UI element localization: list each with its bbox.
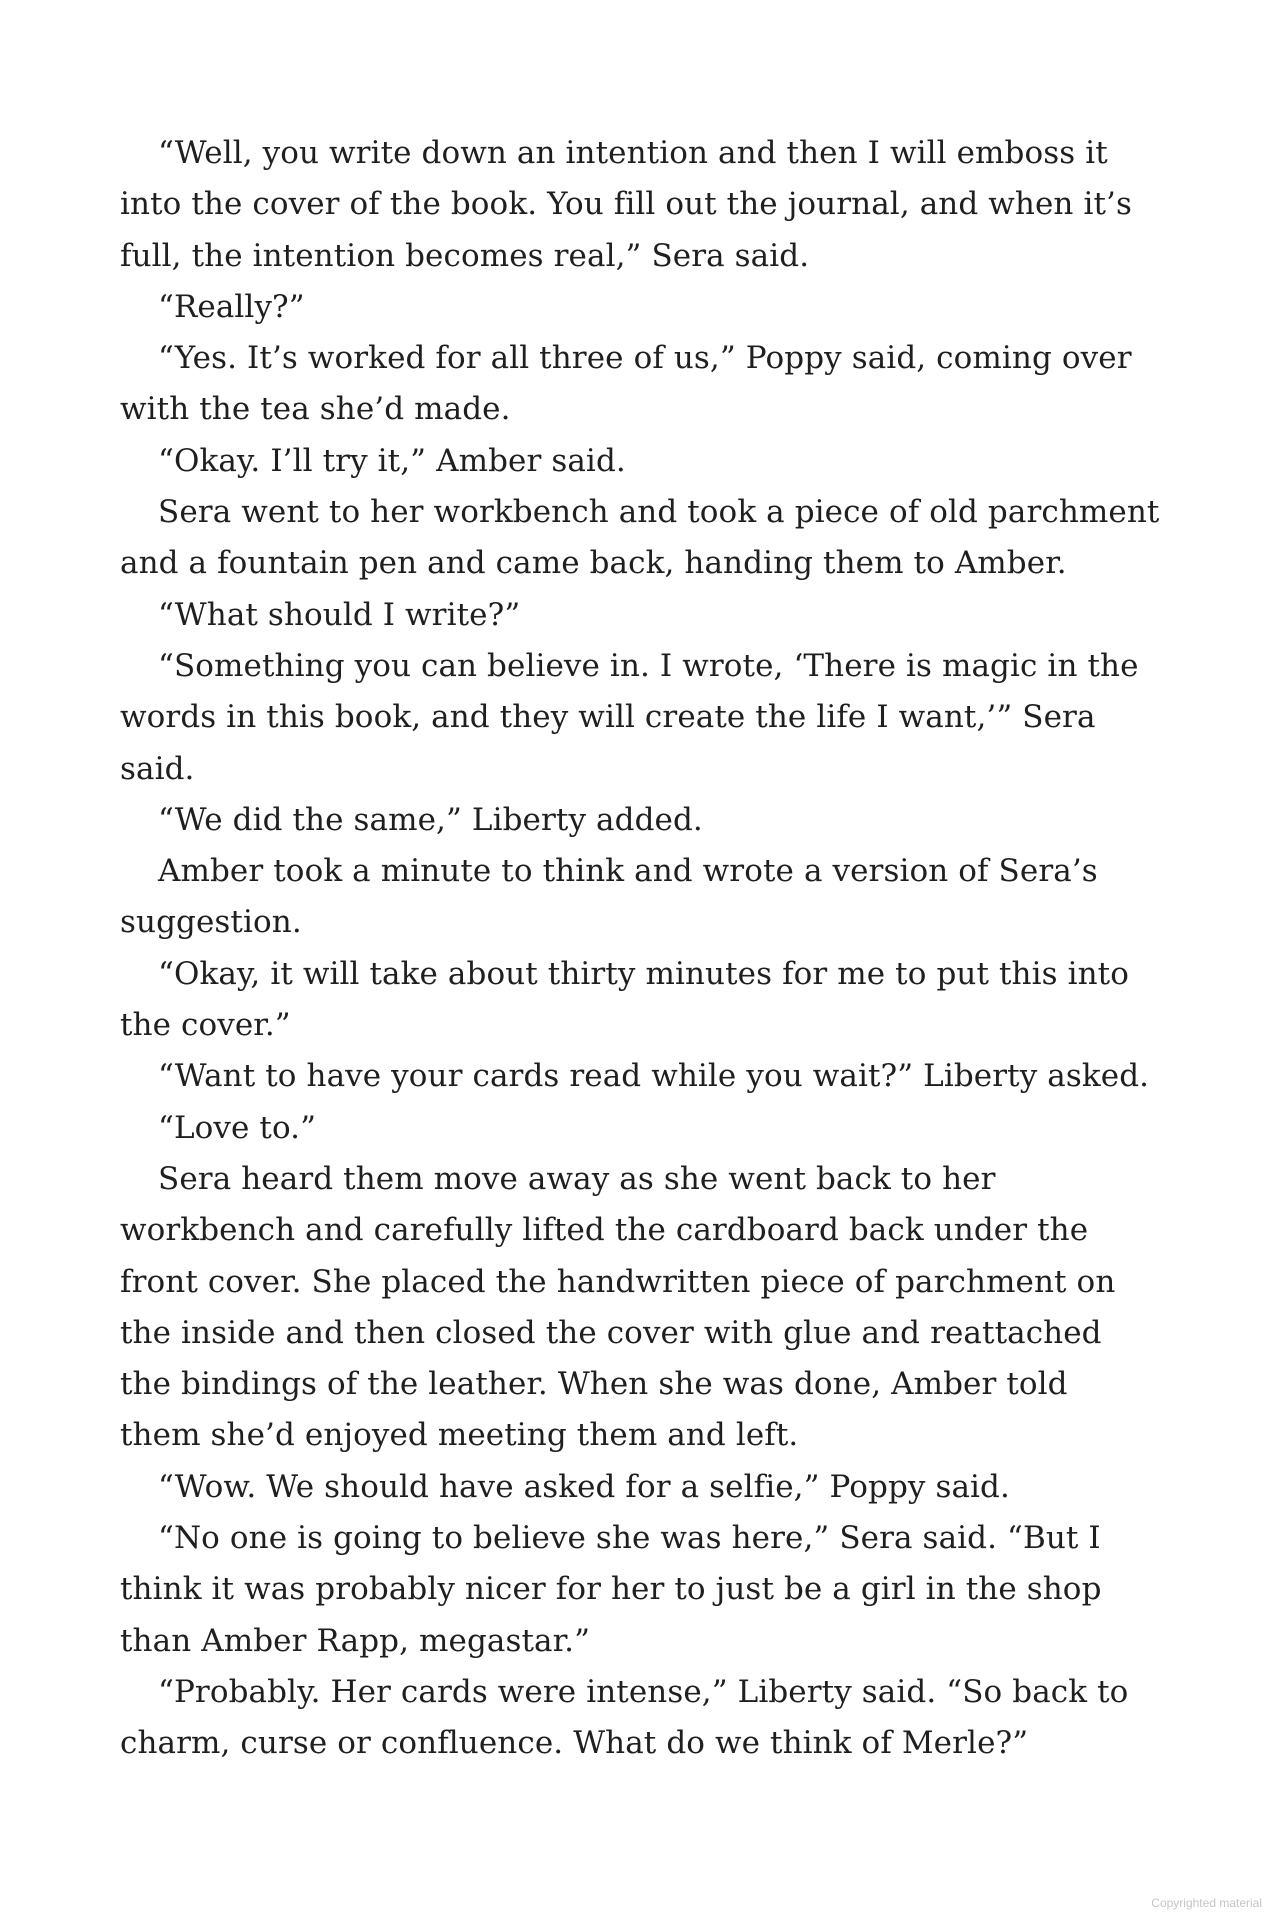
text-line: “We did the same,” Liberty added. <box>158 801 703 838</box>
text-line: charm, curse or confluence. What do we think of Merle?” <box>120 1725 1029 1762</box>
text-line: Sera went to her workbench and took a piece of old parchment <box>158 494 1160 531</box>
text-line: “Okay. I’ll try it,” Amber said. <box>158 442 626 479</box>
text-line: Amber took a minute to think and wrote a version of Sera’s <box>158 853 1098 890</box>
text-line: “Love to.” <box>158 1109 317 1146</box>
text-line: the cover.” <box>120 1007 291 1044</box>
text-line: suggestion. <box>120 904 302 941</box>
text-line: the inside and then closed the cover with glue and reattached <box>120 1314 1102 1351</box>
text-line: front cover. She placed the handwritten piece of parchment on <box>120 1263 1116 1300</box>
text-line: the bindings of the leather. When she was done, Amber told <box>120 1366 1068 1403</box>
text-line: Sera heard them move away as she went back to her <box>158 1160 996 1197</box>
text-line: words in this book, and they will create the life I want,’” Sera <box>120 699 1096 736</box>
text-line: them she’d enjoyed meeting them and left. <box>120 1417 799 1454</box>
copyright-watermark: Copyrighted material <box>1151 1896 1262 1910</box>
text-line: “Something you can believe in. I wrote, ‘There is magic in the <box>158 647 1139 684</box>
text-line: “Probably. Her cards were intense,” Liberty said. “So back to <box>158 1673 1129 1710</box>
text-line: and a fountain pen and came back, handing them to Amber. <box>120 545 1067 582</box>
text-line: than Amber Rapp, megastar.” <box>120 1622 591 1659</box>
text-line: full, the intention becomes real,” Sera said. <box>120 237 810 274</box>
text-line: “Okay, it will take about thirty minutes for me to put this into <box>158 955 1129 992</box>
text-line: “Yes. It’s worked for all three of us,” Poppy said, coming over <box>158 340 1132 377</box>
text-line: “Really?” <box>158 288 305 325</box>
text-line: “No one is going to believe she was here,” Sera said. “But I <box>158 1520 1101 1557</box>
text-line: said. <box>120 750 195 787</box>
text-line: into the cover of the book. You fill out the journal, and when it’s <box>120 186 1132 223</box>
text-line: “What should I write?” <box>158 596 521 633</box>
text-line: workbench and carefully lifted the cardboard back under the <box>120 1212 1089 1249</box>
text-line: “Want to have your cards read while you wait?” Liberty asked. <box>158 1058 1150 1095</box>
text-line: with the tea she’d made. <box>120 391 511 428</box>
body-text <box>120 128 1160 1770</box>
text-line: “Wow. We should have asked for a selfie,” Poppy said. <box>158 1468 1010 1505</box>
text-line: think it was probably nicer for her to just be a girl in the shop <box>120 1571 1102 1608</box>
text-line: “Well, you write down an intention and then I will emboss it <box>158 135 1108 171</box>
